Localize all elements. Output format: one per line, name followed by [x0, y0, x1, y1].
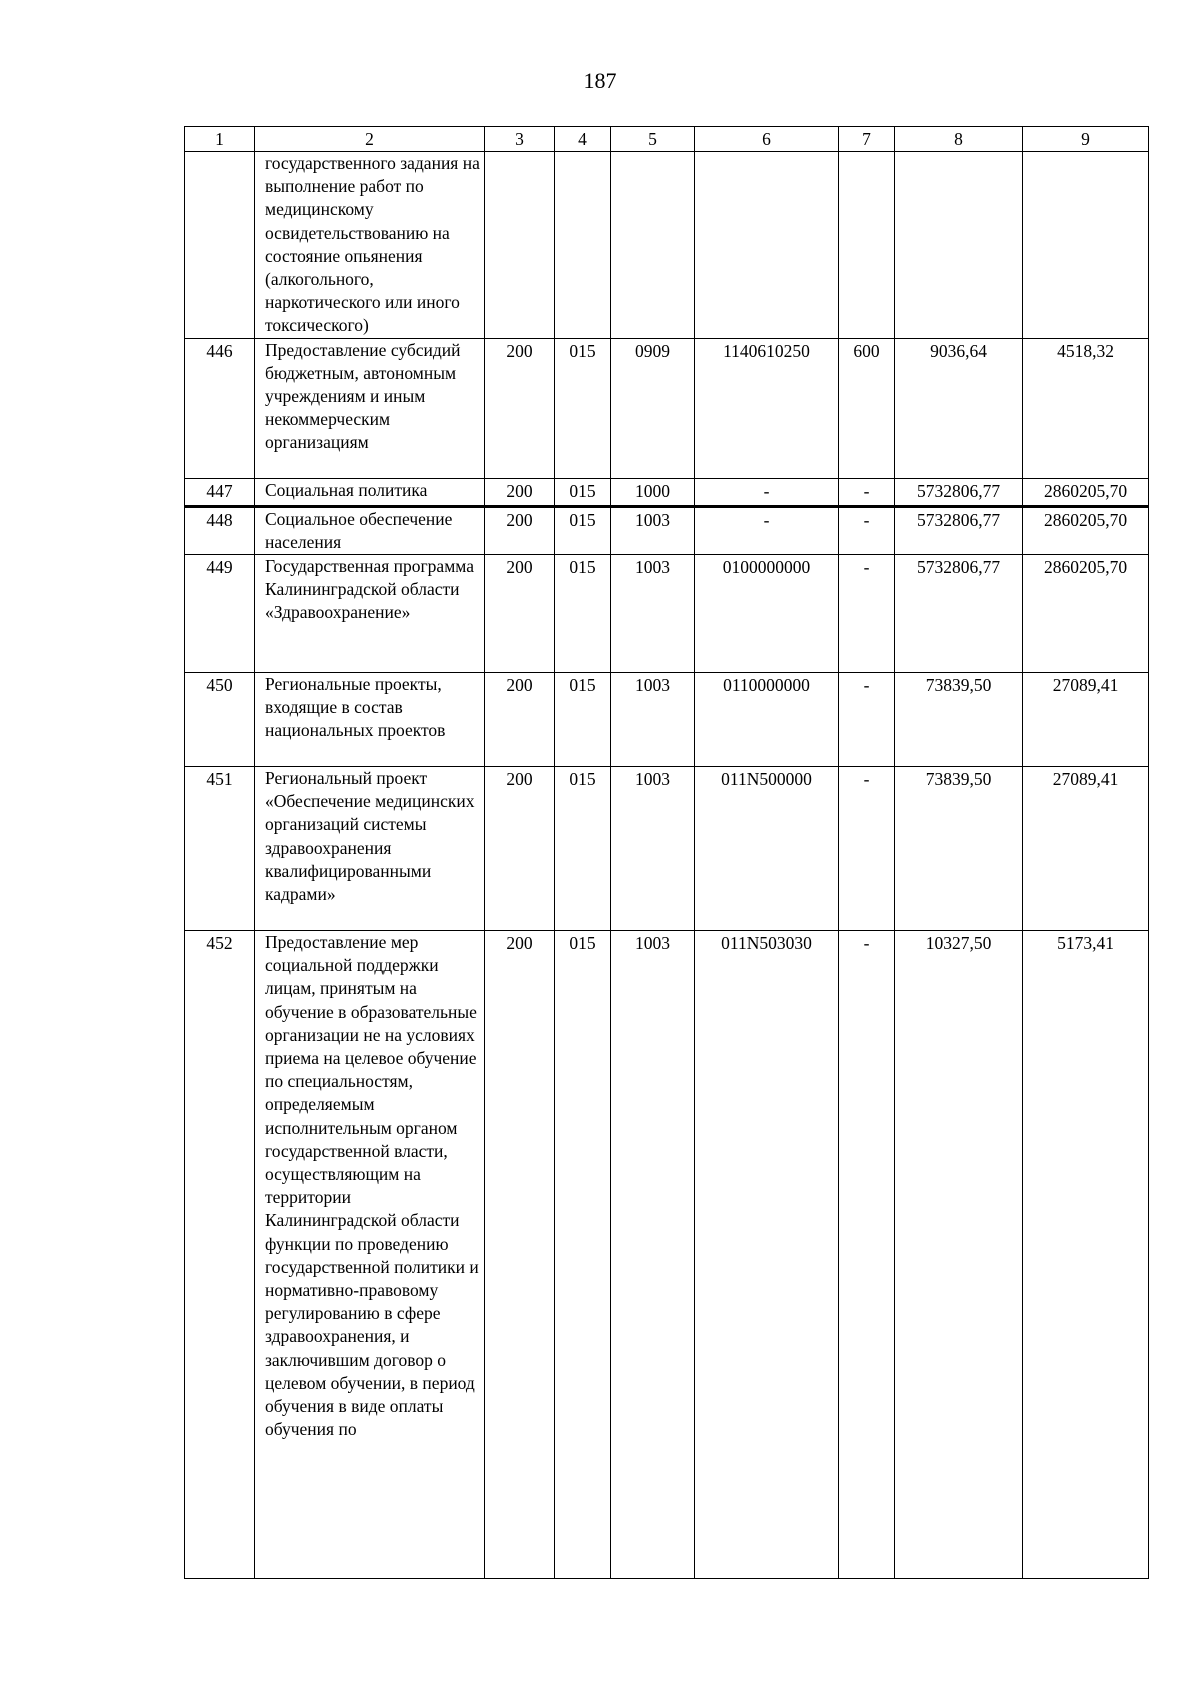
row-number	[185, 152, 255, 339]
column-header-5: 5	[611, 127, 695, 152]
row-col-4	[555, 152, 611, 339]
row-col-5: 1003	[611, 506, 695, 554]
column-header-4: 4	[555, 127, 611, 152]
row-col-7: -	[839, 506, 895, 554]
row-name: Региональный проект «Обеспечение медицинских организаций системы здравоохранения квалифицированными кадрами»	[255, 767, 485, 931]
row-col-5: 1003	[611, 673, 695, 767]
column-header-8: 8	[895, 127, 1023, 152]
row-col-8: 73839,50	[895, 767, 1023, 931]
table-row	[185, 152, 1149, 339]
row-col-8: 9036,64	[895, 338, 1023, 478]
column-header-3: 3	[485, 127, 555, 152]
row-col-5	[611, 152, 695, 339]
row-col-3: 200	[485, 931, 555, 1579]
row-col-7: -	[839, 931, 895, 1579]
row-col-4: 015	[555, 931, 611, 1579]
row-col-6: -	[695, 478, 839, 506]
row-col-6	[695, 152, 839, 339]
row-col-8: 73839,50	[895, 673, 1023, 767]
column-header-9: 9	[1023, 127, 1149, 152]
row-col-6: 1140610250	[695, 338, 839, 478]
row-col-7	[839, 152, 895, 339]
row-col-3: 200	[485, 478, 555, 506]
row-name: Государственная программа Калининградской области «Здравоохранение»	[255, 555, 485, 673]
row-col-6: 011N500000	[695, 767, 839, 931]
row-col-5: 1000	[611, 478, 695, 506]
table-header-row	[185, 127, 1149, 152]
table-row	[185, 767, 1149, 931]
row-number: 452	[185, 931, 255, 1579]
table-row	[185, 673, 1149, 767]
table-row	[185, 555, 1149, 673]
row-name: Предоставление мер социальной поддержки лицам, принятым на обучение в образовательные организации не на условиях приема на целевое обучение по специальностям, определяемым исполнительным органом государственной власти, осуществляющим на территории Калининградской области функции по проведению государственной политики и нормативно-правовому регулированию в сфере здравоохранения, и заключившим договор о целевом обучении, в период обучения в виде оплаты обучения по	[255, 931, 485, 1579]
row-col-4: 015	[555, 338, 611, 478]
row-name: Предоставление субсидий бюджетным, автономным учреждениям и иным некоммерческим организациям	[255, 338, 485, 478]
row-col-9: 5173,41	[1023, 931, 1149, 1579]
row-col-4: 015	[555, 478, 611, 506]
row-col-7: -	[839, 478, 895, 506]
column-header-6: 6	[695, 127, 839, 152]
row-col-7: -	[839, 555, 895, 673]
row-col-5: 1003	[611, 555, 695, 673]
row-col-8: 10327,50	[895, 931, 1023, 1579]
row-name: государственного задания на выполнение работ по медицинскому освидетельствованию на состояние опьянения (алкогольного, наркотического или иного токсического)	[255, 152, 485, 339]
row-number: 450	[185, 673, 255, 767]
row-col-5: 1003	[611, 931, 695, 1579]
row-col-9: 27089,41	[1023, 673, 1149, 767]
column-header-7: 7	[839, 127, 895, 152]
row-col-7: 600	[839, 338, 895, 478]
row-col-5: 1003	[611, 767, 695, 931]
row-col-9: 2860205,70	[1023, 506, 1149, 554]
row-col-9: 4518,32	[1023, 338, 1149, 478]
row-number: 449	[185, 555, 255, 673]
row-col-8: 5732806,77	[895, 506, 1023, 554]
row-col-3: 200	[485, 673, 555, 767]
row-number: 446	[185, 338, 255, 478]
row-col-9	[1023, 152, 1149, 339]
row-col-8	[895, 152, 1023, 339]
table-row	[185, 931, 1149, 1579]
row-name: Региональные проекты, входящие в состав национальных проектов	[255, 673, 485, 767]
row-col-4: 015	[555, 767, 611, 931]
row-col-4: 015	[555, 506, 611, 554]
row-col-6: -	[695, 506, 839, 554]
row-col-3	[485, 152, 555, 339]
row-col-5: 0909	[611, 338, 695, 478]
row-number: 447	[185, 478, 255, 506]
budget-table	[184, 126, 1149, 1579]
row-col-6: 0110000000	[695, 673, 839, 767]
row-col-6: 011N503030	[695, 931, 839, 1579]
row-col-9: 27089,41	[1023, 767, 1149, 931]
row-col-3: 200	[485, 338, 555, 478]
row-col-7: -	[839, 673, 895, 767]
row-number: 451	[185, 767, 255, 931]
row-col-3: 200	[485, 506, 555, 554]
row-col-8: 5732806,77	[895, 478, 1023, 506]
row-col-9: 2860205,70	[1023, 555, 1149, 673]
row-name: Социальное обеспечение населения	[255, 506, 485, 554]
row-col-7: -	[839, 767, 895, 931]
row-col-4: 015	[555, 673, 611, 767]
row-col-4: 015	[555, 555, 611, 673]
table-row	[185, 506, 1149, 554]
row-col-6: 0100000000	[695, 555, 839, 673]
column-header-1: 1	[185, 127, 255, 152]
column-header-2: 2	[255, 127, 485, 152]
page-number: 187	[583, 68, 617, 93]
row-col-9: 2860205,70	[1023, 478, 1149, 506]
row-col-3: 200	[485, 767, 555, 931]
row-col-8: 5732806,77	[895, 555, 1023, 673]
row-name: Социальная политика	[255, 478, 485, 506]
table-row	[185, 478, 1149, 506]
row-col-3: 200	[485, 555, 555, 673]
row-number: 448	[185, 506, 255, 554]
table-row	[185, 338, 1149, 478]
